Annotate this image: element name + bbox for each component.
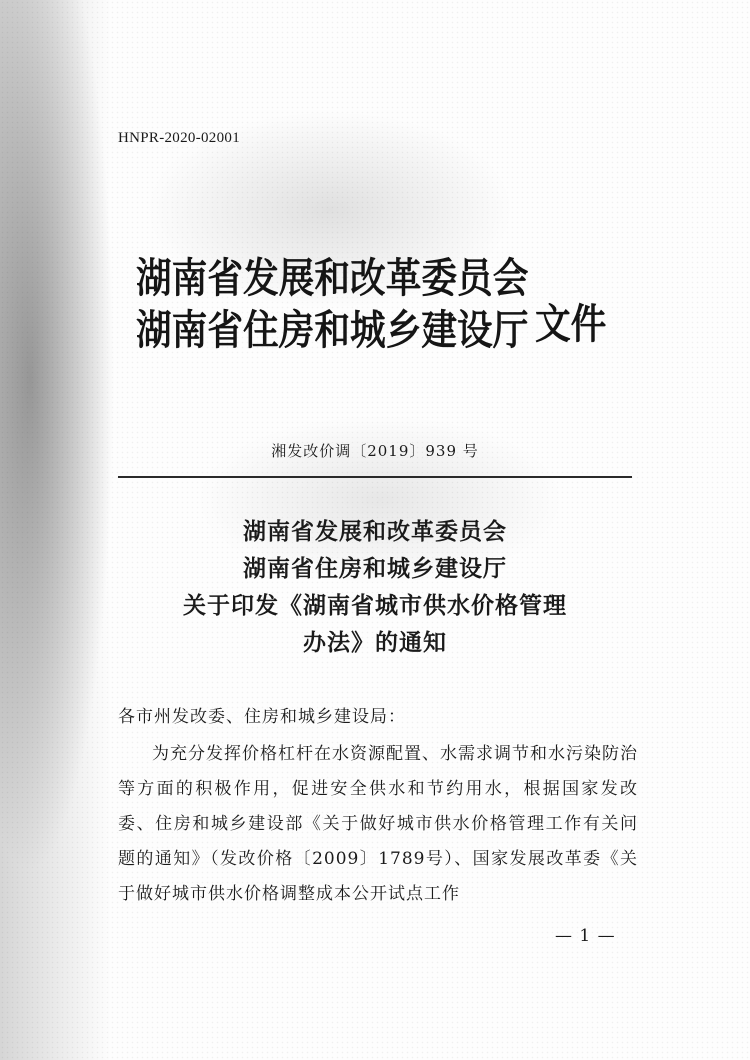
document-code: HNPR-2020-02001: [118, 130, 241, 146]
notice-title-line: 办法》的通知: [303, 630, 447, 656]
notice-title-line: 关于印发《湖南省城市供水价格管理: [183, 593, 567, 619]
page-number: — 1 —: [555, 926, 616, 946]
issuer-header-line: 湖南省住房和城乡建设厅: [136, 306, 529, 354]
body-paragraph: 为充分发挥价格杠杆在水资源配置、水需求调节和水污染防治等方面的积极作用，促进安全供水和节约用水，根据国家发改委、住房和城乡建设部《关于做好城市供水价格管理工作有关问题的通知》（发改价格〔2009〕1789号）、国家发展改革委《关于做好城市供水价格调整成本公开试点工作: [118, 744, 638, 904]
document-number: 湘发改价调〔2019〕939 号: [271, 442, 479, 460]
notice-title: [0, 514, 750, 662]
notice-title-line: 湖南省发展和改革委员会: [243, 519, 507, 545]
issuer-header-line: 湖南省发展和改革委员会: [136, 254, 529, 302]
header-divider: [118, 476, 632, 478]
notice-body: [118, 700, 638, 912]
issuer-header-suffix: 文件: [535, 300, 607, 348]
salutation: 各市州发改委、住房和城乡建设局：: [118, 707, 406, 727]
notice-title-line: 湖南省住房和城乡建设厅: [243, 556, 507, 582]
